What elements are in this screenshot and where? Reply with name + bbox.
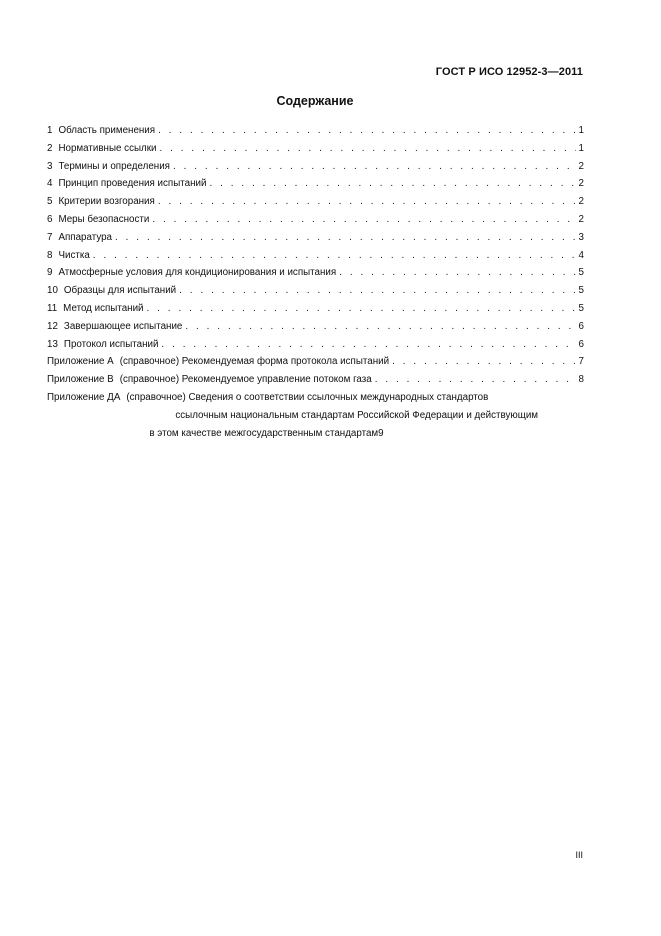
toc-entry-title: Метод испытаний (63, 302, 144, 314)
toc-entry[interactable] (47, 282, 584, 300)
standard-code-header: ГОСТ Р ИСО 12952-3—2011 (435, 66, 583, 78)
toc-entry[interactable] (47, 122, 584, 140)
toc-entry-title: Критерии возгорания (58, 196, 155, 208)
toc-entry-title: Меры безопасности (58, 213, 150, 225)
toc-entry-page: 1 (578, 125, 584, 136)
toc-entry-number: 13 (47, 338, 58, 350)
annex-da-body (126, 389, 584, 442)
toc-entry-title: Аппаратура (58, 231, 113, 243)
toc-annex-entry-da[interactable] (47, 389, 584, 442)
toc-leader-dots (170, 158, 576, 176)
toc-entry-number: 10 (47, 285, 58, 297)
toc-entry-page: 6 (578, 338, 584, 350)
toc-leader-dots (176, 282, 576, 300)
toc-entry-page: 2 (578, 160, 584, 172)
toc-entry[interactable] (47, 264, 584, 282)
toc-entry-number: 11 (47, 302, 58, 314)
toc-entry[interactable] (47, 318, 584, 336)
toc-entry-page: 5 (578, 285, 584, 297)
toc-entry-number: 12 (47, 320, 58, 332)
annex-page: 9 (378, 427, 384, 439)
toc-leader-dots (155, 122, 576, 140)
annex-prefix: Приложение ДА (47, 391, 121, 403)
toc-entry-page: 3 (578, 231, 584, 243)
toc-entry-title: Термины и определения (58, 160, 170, 172)
toc-leader-dots (206, 175, 576, 193)
toc-entry[interactable] (47, 158, 584, 176)
toc-entry-title: Нормативные ссылки (58, 142, 157, 154)
annex-page: 7 (578, 356, 584, 368)
toc-annex-entry[interactable] (47, 371, 584, 389)
toc-entry-title: Область применения (58, 125, 156, 136)
toc-entry-number: 7 (47, 231, 53, 243)
annex-prefix: Приложение А (47, 356, 114, 368)
toc-leader-dots (149, 211, 576, 229)
toc-entry-page: 1 (578, 142, 584, 154)
toc-entry-number: 6 (47, 213, 53, 225)
toc-entry-page: 2 (578, 196, 584, 208)
toc-entry-page: 4 (578, 249, 584, 261)
annex-prefix: Приложение В (47, 374, 114, 386)
toc-entry[interactable] (47, 193, 584, 211)
toc-entry-number: 8 (47, 249, 53, 261)
toc-entry-number: 3 (47, 160, 53, 172)
toc-annex-entry[interactable] (47, 353, 584, 371)
annex-da-line-1: (справочное) Сведения о соответствии ссылочных международных стандартов (126, 391, 489, 403)
toc-entry-title: Атмосферные условия для кондиционирования и испытания (58, 267, 337, 279)
toc-entry-number: 2 (47, 142, 53, 154)
toc-leader-dots (90, 247, 576, 265)
toc-entry-number: 5 (47, 196, 53, 208)
toc-entry-page: 5 (578, 302, 584, 314)
toc-leader-dots (155, 193, 576, 211)
toc-entry-page: 5 (578, 267, 584, 279)
annex-da-line-3: в этом качестве межгосударственным стандартам (149, 427, 379, 439)
toc-entry-page: 6 (578, 320, 584, 332)
annex-da-line-2: ссылочным национальным стандартам Российской Федерации и действующим (175, 409, 539, 421)
toc-leader-dots (372, 371, 576, 389)
toc-title: Содержание (276, 94, 354, 108)
toc-entry[interactable] (47, 300, 584, 318)
annex-title: (справочное) Рекомендуемая форма протокола испытаний (119, 356, 390, 368)
toc-entry-number: 1 (47, 125, 53, 136)
toc-entry-title: Чистка (58, 249, 90, 261)
toc-entry-title: Протокол испытаний (63, 338, 159, 350)
toc-entry-page: 2 (578, 213, 584, 225)
annex-page: 8 (578, 374, 584, 386)
toc-leader-dots (158, 336, 576, 354)
toc-leader-dots (144, 300, 576, 318)
toc-entry[interactable] (47, 336, 584, 354)
toc-entry-page: 2 (578, 178, 584, 190)
annex-title: (справочное) Рекомендуемое управление потоком газа (119, 374, 372, 386)
toc-leader-dots (389, 353, 576, 371)
toc-entry-number: 4 (47, 178, 53, 190)
toc-entry-number: 9 (47, 267, 53, 279)
toc-entry-title: Завершающее испытание (63, 320, 183, 332)
toc-leader-dots (157, 140, 577, 158)
toc-entry[interactable] (47, 175, 584, 193)
toc-entry[interactable] (47, 229, 584, 247)
page-number: III (575, 850, 583, 860)
table-of-contents (47, 122, 584, 442)
toc-entry[interactable] (47, 247, 584, 265)
toc-leader-dots (336, 264, 576, 282)
toc-entry[interactable] (47, 211, 584, 229)
toc-entry[interactable] (47, 140, 584, 158)
toc-entry-title: Образцы для испытаний (63, 285, 177, 297)
toc-entry-title: Принцип проведения испытаний (58, 178, 207, 190)
toc-leader-dots (112, 229, 576, 247)
toc-leader-dots (182, 318, 576, 336)
annex-da-line-3-row (126, 425, 584, 443)
